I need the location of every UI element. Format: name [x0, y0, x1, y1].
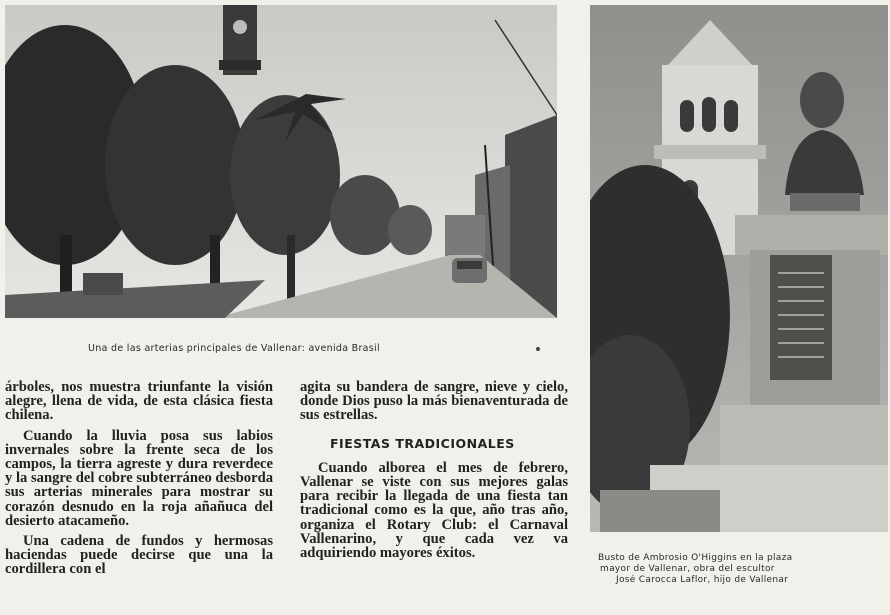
article-column-right [300, 380, 568, 566]
bust-caption-line: Busto de Ambrosio O'Higgins en la plaza [598, 553, 793, 563]
article-paragraph: Una cadena de fundos y hermosas haciendas puede decirse que una la cordillera con el [5, 533, 273, 578]
bust-photo [590, 5, 888, 532]
street-photo [5, 5, 557, 318]
section-heading: FIESTAS TRADICIONALES [330, 435, 515, 451]
print-speck [536, 347, 540, 351]
street-photo-caption: Una de las arterias principales de Vallenar: avenida Brasil [88, 343, 380, 354]
paragraph-text: y que cada vez va adquiriendo mayores éxitos. [300, 530, 568, 562]
article-paragraph: agita su bandera de sangre, nieve y cielo, donde Dios puso la más bienaventurada de sus estrellas. [300, 379, 568, 424]
article-paragraph: Cuando la lluvia posa sus labios invernales sobre la frente seca de los campos, la tierra agreste y dura reverdece y la sangre del cobre subterráneo desborda sus arterias minerales para mostrar su corazón desnudo en la roja añañuca del desierto atacameño. [5, 427, 273, 529]
carnival-name: el Carnaval Vallenarino, [300, 516, 569, 547]
paragraph-text: Cuando alborea el mes de febrero, Vallenar se viste con sus mejores galas para recibir la llegada de una fiesta tan tradicional como es la que, año tras año, organiza el Rotary Club: [300, 459, 568, 533]
bust-caption-line: mayor de Vallenar, obra del escultor [600, 564, 775, 574]
article-paragraph [300, 461, 568, 560]
bust-caption-line: José Carocca Laflor, hijo de Vallenar [616, 575, 789, 585]
article-column-left [5, 380, 273, 583]
bust-photo-caption [598, 553, 883, 586]
article-paragraph: árboles, nos muestra triunfante la visión alegre, llena de vida, de esta clásica fiesta chilena. [5, 379, 273, 424]
